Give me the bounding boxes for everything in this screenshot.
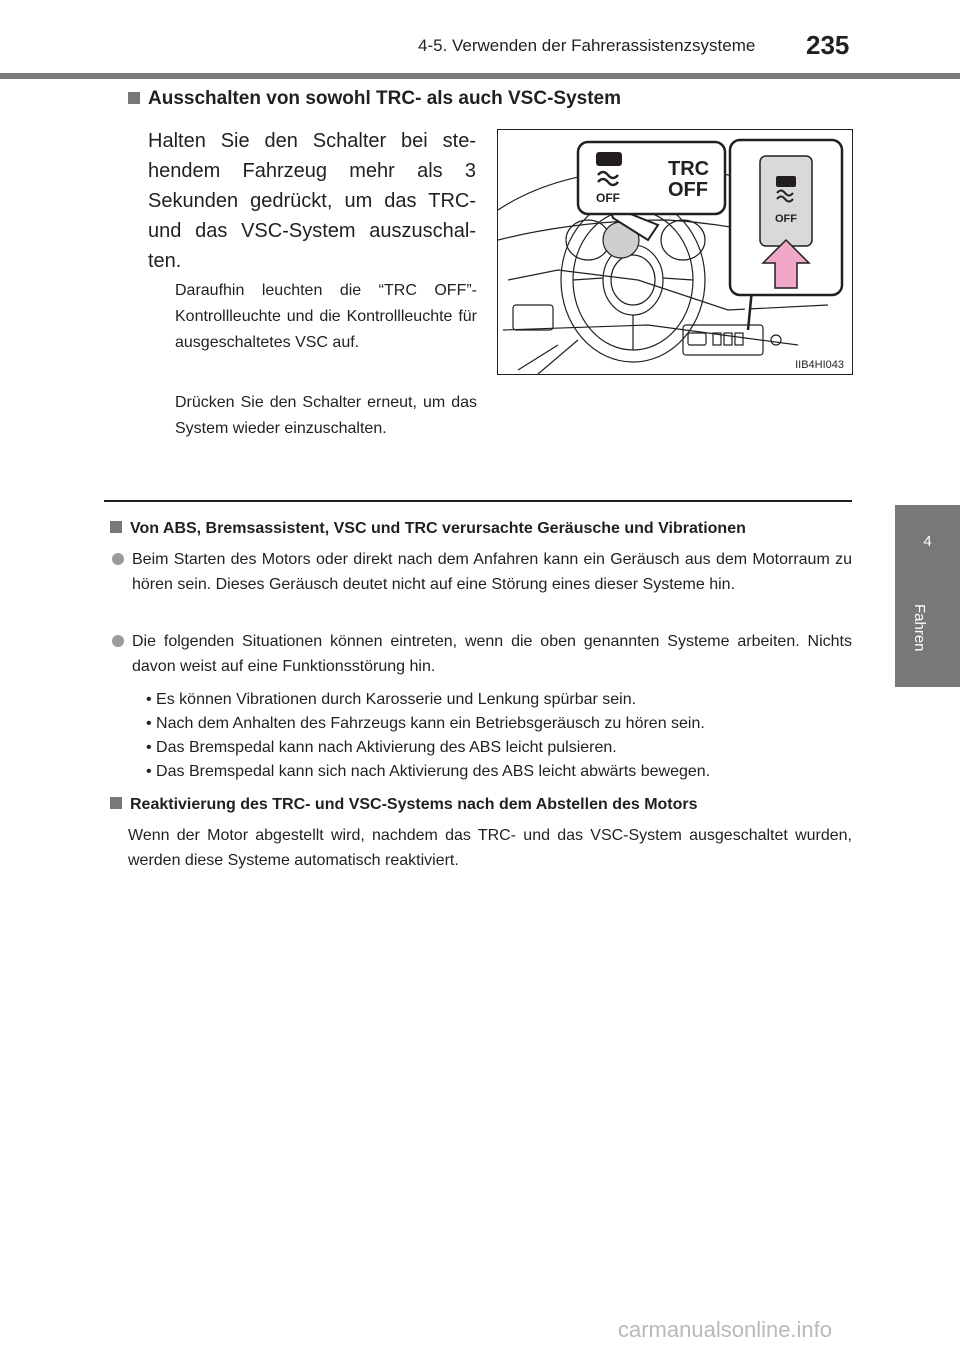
square-bullet-icon xyxy=(110,797,122,809)
square-bullet-icon xyxy=(110,521,122,533)
chapter-number: 4 xyxy=(923,533,932,550)
indicator-trc-text: TRC xyxy=(668,158,710,180)
note-text: Drücken Sie den Schalter erneut, um das System wieder einzuschalten. xyxy=(175,394,477,437)
subsection-heading-text: Reaktivierung des TRC- und VSC-Systems nach dem Abstellen des Motors xyxy=(130,796,698,813)
subsection-heading xyxy=(110,796,698,814)
note-text: Daraufhin leuchten die “TRC OFF”-Kontrollleuchte und die Kontrollleuchte für ausgeschaltetes VSC auf. xyxy=(175,282,477,351)
instruction-text: Halten Sie den Schalter bei stehendem Fahrzeug mehr als 3 Sekunden gedrückt, um das TRC- und das VSC-System auszuschalten. xyxy=(148,130,476,272)
indicator-off-text-2: OFF xyxy=(668,179,708,201)
paragraph: Wenn der Motor abgestellt wird, nachdem das TRC- und das VSC-System ausgeschaltet wurden, werden diese Systeme automatisch reaktiviert. xyxy=(128,827,852,869)
figure-caption: IIB4HI043 xyxy=(795,359,844,371)
list-item-text: Die folgenden Situationen können eintreten, wenn die oben genannten Systeme arbeiten. Nichts davon weist auf eine Funktionsstörung hin. xyxy=(132,633,852,675)
sub-list-item: • Es können Vibrationen durch Karosserie und Lenkung spürbar sein. xyxy=(146,691,637,708)
sub-list-item: • Das Bremspedal kann sich nach Aktivierung des ABS leicht abwärts bewegen. xyxy=(146,763,711,780)
chapter-label: Fahren xyxy=(911,604,928,652)
sub-list-item: • Das Bremspedal kann nach Aktivierung des ABS leicht pulsieren. xyxy=(146,739,617,756)
circle-bullet-icon xyxy=(112,553,124,565)
chapter-tab[interactable] xyxy=(895,505,960,577)
list-item-text: Beim Starten des Motors oder direkt nach dem Anfahren kann ein Geräusch aus dem Motorraum zu hören sein. Dieses Geräusch deutet nicht auf eine Störung eines dieser Systeme hin. xyxy=(132,551,852,593)
watermark: carmanualsonline.info xyxy=(618,1317,833,1342)
subsection-heading xyxy=(110,520,746,538)
switch-off-text: OFF xyxy=(775,213,797,225)
dashboard-illustration xyxy=(497,129,853,375)
header-section-title: 4-5. Verwenden der Fahrerassistenzsysteme xyxy=(418,36,756,55)
circle-bullet-icon xyxy=(112,635,124,647)
square-bullet-icon xyxy=(128,92,140,104)
page-number: 235 xyxy=(806,30,850,60)
header-rule xyxy=(0,73,960,79)
sub-list-item: • Nach dem Anhalten des Fahrzeugs kann ein Betriebsgeräusch zu hören sein. xyxy=(146,715,705,732)
list-item xyxy=(112,629,852,679)
subsection-heading-text: Von ABS, Bremsassistent, VSC und TRC verursachte Geräusche und Vibrationen xyxy=(130,520,746,537)
list-item xyxy=(112,547,852,597)
section-heading xyxy=(128,88,621,110)
section-heading-text: Ausschalten von sowohl TRC- als auch VSC-System xyxy=(148,88,621,109)
indicator-off-text: OFF xyxy=(596,191,620,205)
section-divider xyxy=(104,500,852,502)
dashboard-drawing xyxy=(498,130,852,374)
